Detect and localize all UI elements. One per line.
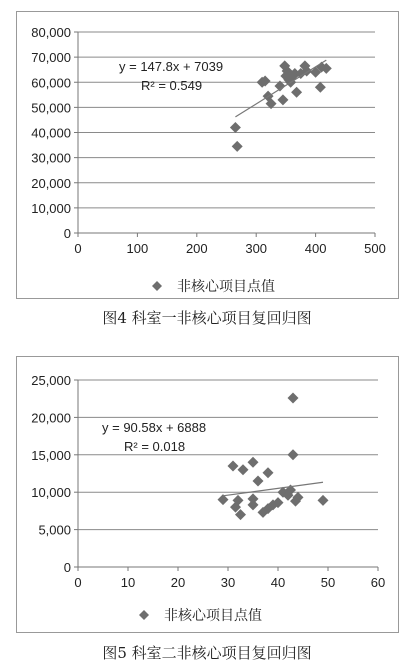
chart-2-y-tick-label: 0: [63, 560, 71, 575]
chart-2-x-tick-label: 0: [74, 575, 82, 590]
chart-1-y-tick-label: 10,000: [31, 200, 71, 216]
chart-2-y-tick-label: 15,000: [31, 447, 71, 463]
chart-1-x-tick-label: 500: [364, 241, 386, 256]
chart-1-legend-label: 非核心项目点值: [177, 278, 275, 294]
chart-1-y-tick-label: 0: [63, 226, 71, 241]
chart-2-data-point: [248, 493, 259, 504]
chart-2-equation: y = 90.58x + 6888: [102, 420, 207, 435]
chart-2-y-tick-label: 20,000: [31, 410, 71, 426]
chart-2-caption: 图5 科室二非核心项目复回归图: [102, 644, 312, 662]
chart-1-x-tick-label: 300: [245, 241, 268, 256]
chart-2-x-tick-label: 20: [170, 575, 186, 590]
chart-2-data-point: [263, 467, 274, 478]
chart-1-y-tick-label: 40,000: [31, 125, 71, 141]
chart-1-trendline: [235, 60, 326, 117]
chart-1-y-tick-label: 30,000: [31, 150, 71, 166]
chart-1-x-tick-label: 0: [74, 241, 82, 256]
chart-1-data-point: [230, 122, 241, 133]
chart-2-x-tick-label: 10: [120, 575, 136, 590]
chart-2-trendline: [223, 482, 323, 496]
chart-1-data-point: [277, 94, 288, 105]
chart-1-data-point: [315, 82, 326, 93]
chart-2-data-point: [318, 495, 329, 506]
chart-1-x-tick-label: 100: [126, 241, 149, 256]
chart-2-x-tick-label: 30: [220, 575, 236, 590]
chart-1-svg: [17, 12, 398, 298]
chart-2-x-tick-label: 40: [270, 575, 286, 590]
chart-1-r2: R² = 0.549: [141, 78, 203, 93]
chart-2-x-tick-label: 50: [320, 575, 336, 590]
chart-2-data-point: [238, 464, 249, 475]
chart-1-data-point: [291, 87, 302, 98]
chart-1-equation: y = 147.8x + 7039: [119, 59, 224, 74]
chart-2-data-point: [288, 449, 299, 460]
chart-1-y-tick-label: 60,000: [31, 75, 71, 91]
chart-1-x-tick-label: 200: [185, 241, 208, 256]
chart-1-y-tick-label: 80,000: [31, 25, 71, 40]
chart-2-y-tick-label: 10,000: [31, 485, 71, 501]
chart-2-r2: R² = 0.018: [124, 439, 186, 454]
chart-2-legend-label: 非核心项目点值: [164, 607, 262, 623]
chart-2-y-tick-label: 25,000: [31, 373, 71, 388]
chart-2-data-point: [253, 475, 264, 486]
chart-2-data-point: [288, 392, 299, 403]
chart-1-y-tick-label: 20,000: [31, 175, 71, 191]
chart-1-y-tick-label: 70,000: [31, 50, 71, 66]
chart-2-frame: [16, 356, 399, 633]
chart-1-caption: 图4 科室一非核心项目复回归图: [102, 309, 312, 327]
chart-2-data-point: [248, 457, 259, 468]
chart-2-y-tick-label: 5,000: [38, 522, 71, 538]
chart-1-legend-marker: [152, 281, 162, 291]
chart-1-frame: [16, 11, 399, 299]
chart-2-svg: [17, 357, 398, 632]
chart-2-legend-marker: [139, 610, 149, 620]
chart-1-data-point: [232, 141, 243, 152]
chart-2-x-tick-label: 60: [370, 575, 386, 590]
chart-1-x-tick-label: 400: [304, 241, 327, 256]
chart-1-y-tick-label: 50,000: [31, 100, 71, 116]
chart-2-data-point: [228, 461, 239, 472]
